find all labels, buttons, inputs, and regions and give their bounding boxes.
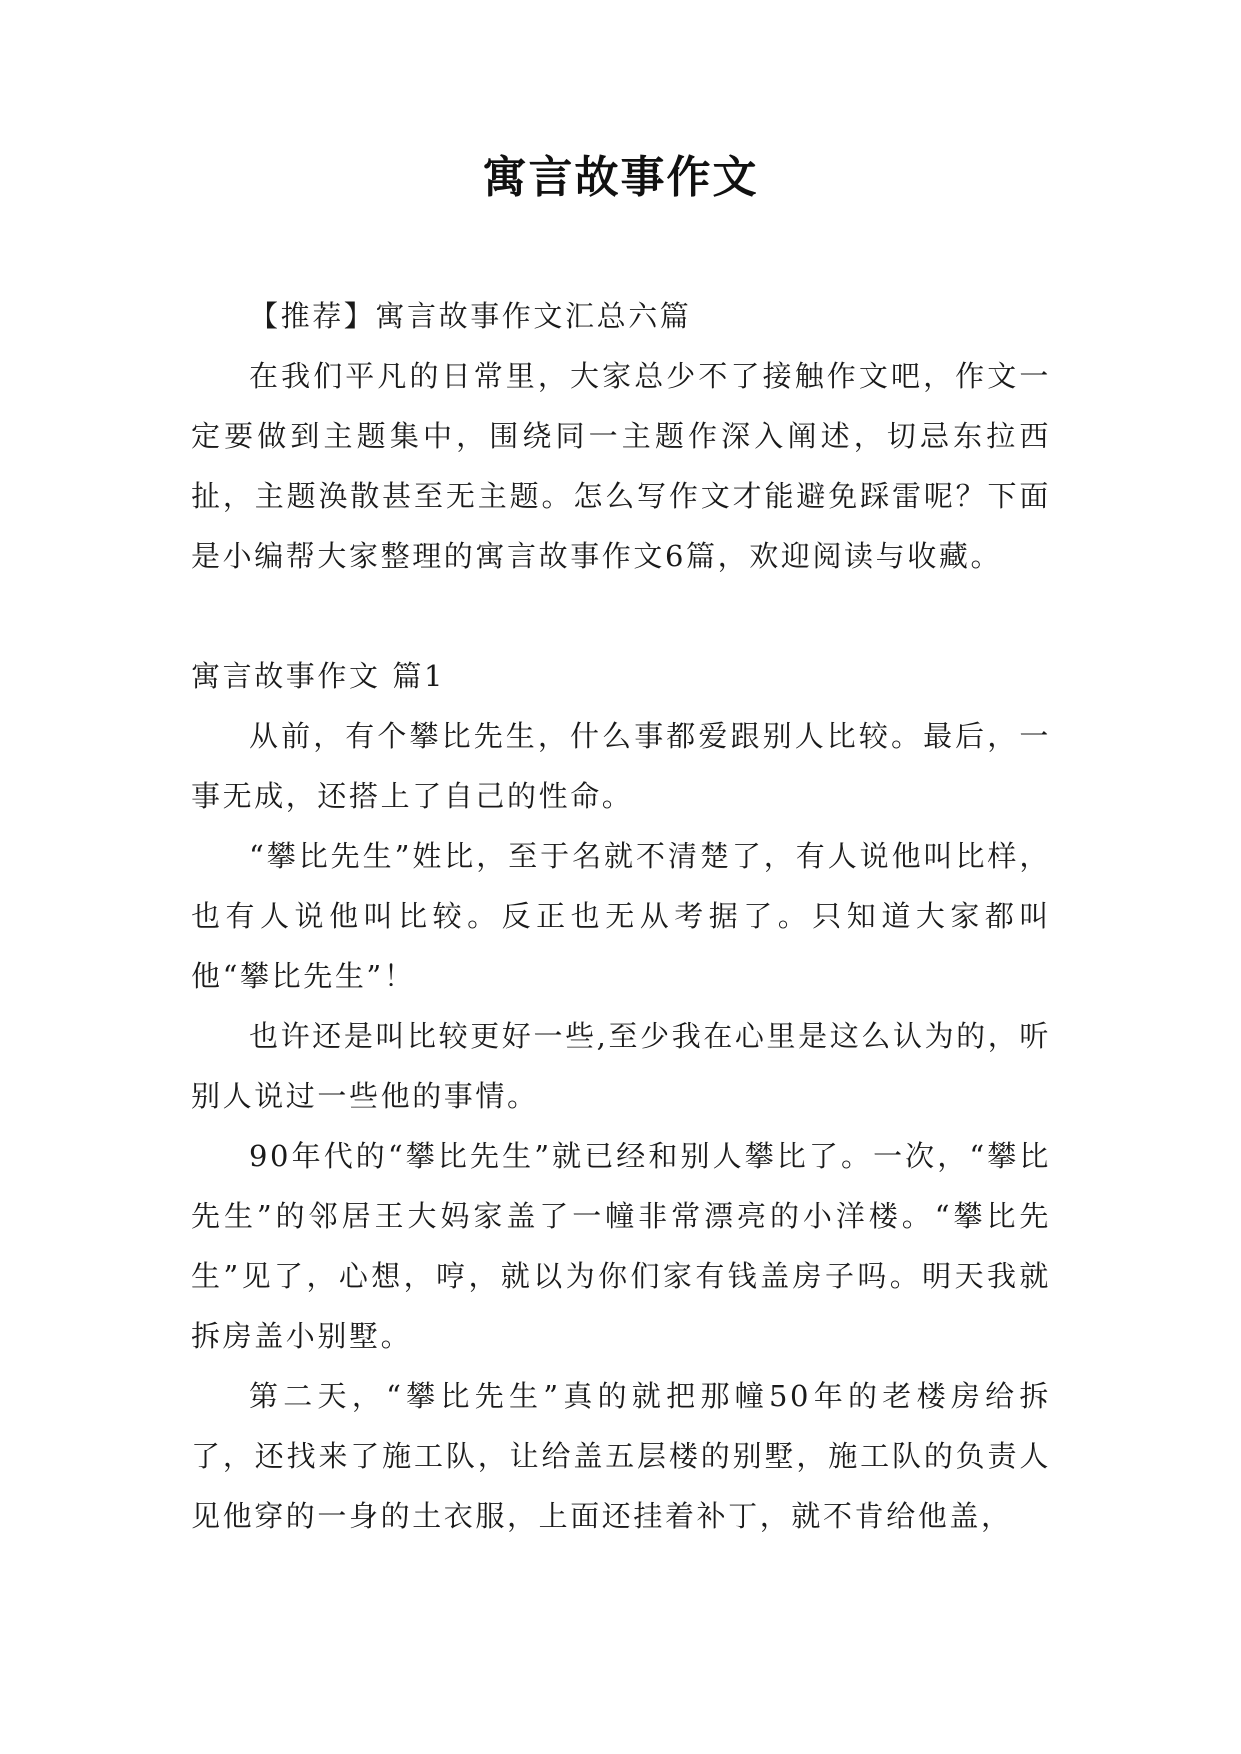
intro-heading: 【推荐】寓言故事作文汇总六篇 xyxy=(249,299,692,333)
story-paragraph: 90年代的“攀比先生”就已经和别人攀比了。一次，“攀比先生”的邻居王大妈家盖了一幢非常漂亮的小洋楼。“攀比先生”见了，心想，哼，就以为你们家有钱盖房子吗。明天我就拆房盖小别墅。 xyxy=(191,1139,1051,1353)
intro-paragraph: 在我们平凡的日常里，大家总少不了接触作文吧，作文一定要做到主题集中，围绕同一主题作深入阐述，切忌东拉西扯，主题涣散甚至无主题。怎么写作文才能避免踩雷呢？下面是小编帮大家整理的寓言故事作文6篇，欢迎阅读与收藏。 xyxy=(191,359,1051,573)
story-paragraph: 从前，有个攀比先生，什么事都爱跟别人比较。最后，一事无成，还搭上了自己的性命。 xyxy=(191,719,1051,813)
story-paragraph: 第二天，“攀比先生”真的就把那幢50年的老楼房给拆了，还找来了施工队，让给盖五层楼的别墅，施工队的负责人见他穿的一身的土衣服，上面还挂着补丁，就不肯给他盖， xyxy=(191,1379,1051,1533)
section-spacer xyxy=(191,586,1051,646)
story-paragraph: “攀比先生”姓比，至于名就不清楚了，有人说他叫比样，也有人说他叫比较。反正也无从考据了。只知道大家都叫他“攀比先生”！ xyxy=(191,839,1051,993)
story-paragraph: 也许还是叫比较更好一些,至少我在心里是这么认为的，听别人说过一些他的事情。 xyxy=(191,1019,1051,1113)
document-body xyxy=(191,286,1051,1546)
section-heading: 寓言故事作文 篇1 xyxy=(191,659,446,693)
document-title: 寓言故事作文 xyxy=(482,152,759,203)
